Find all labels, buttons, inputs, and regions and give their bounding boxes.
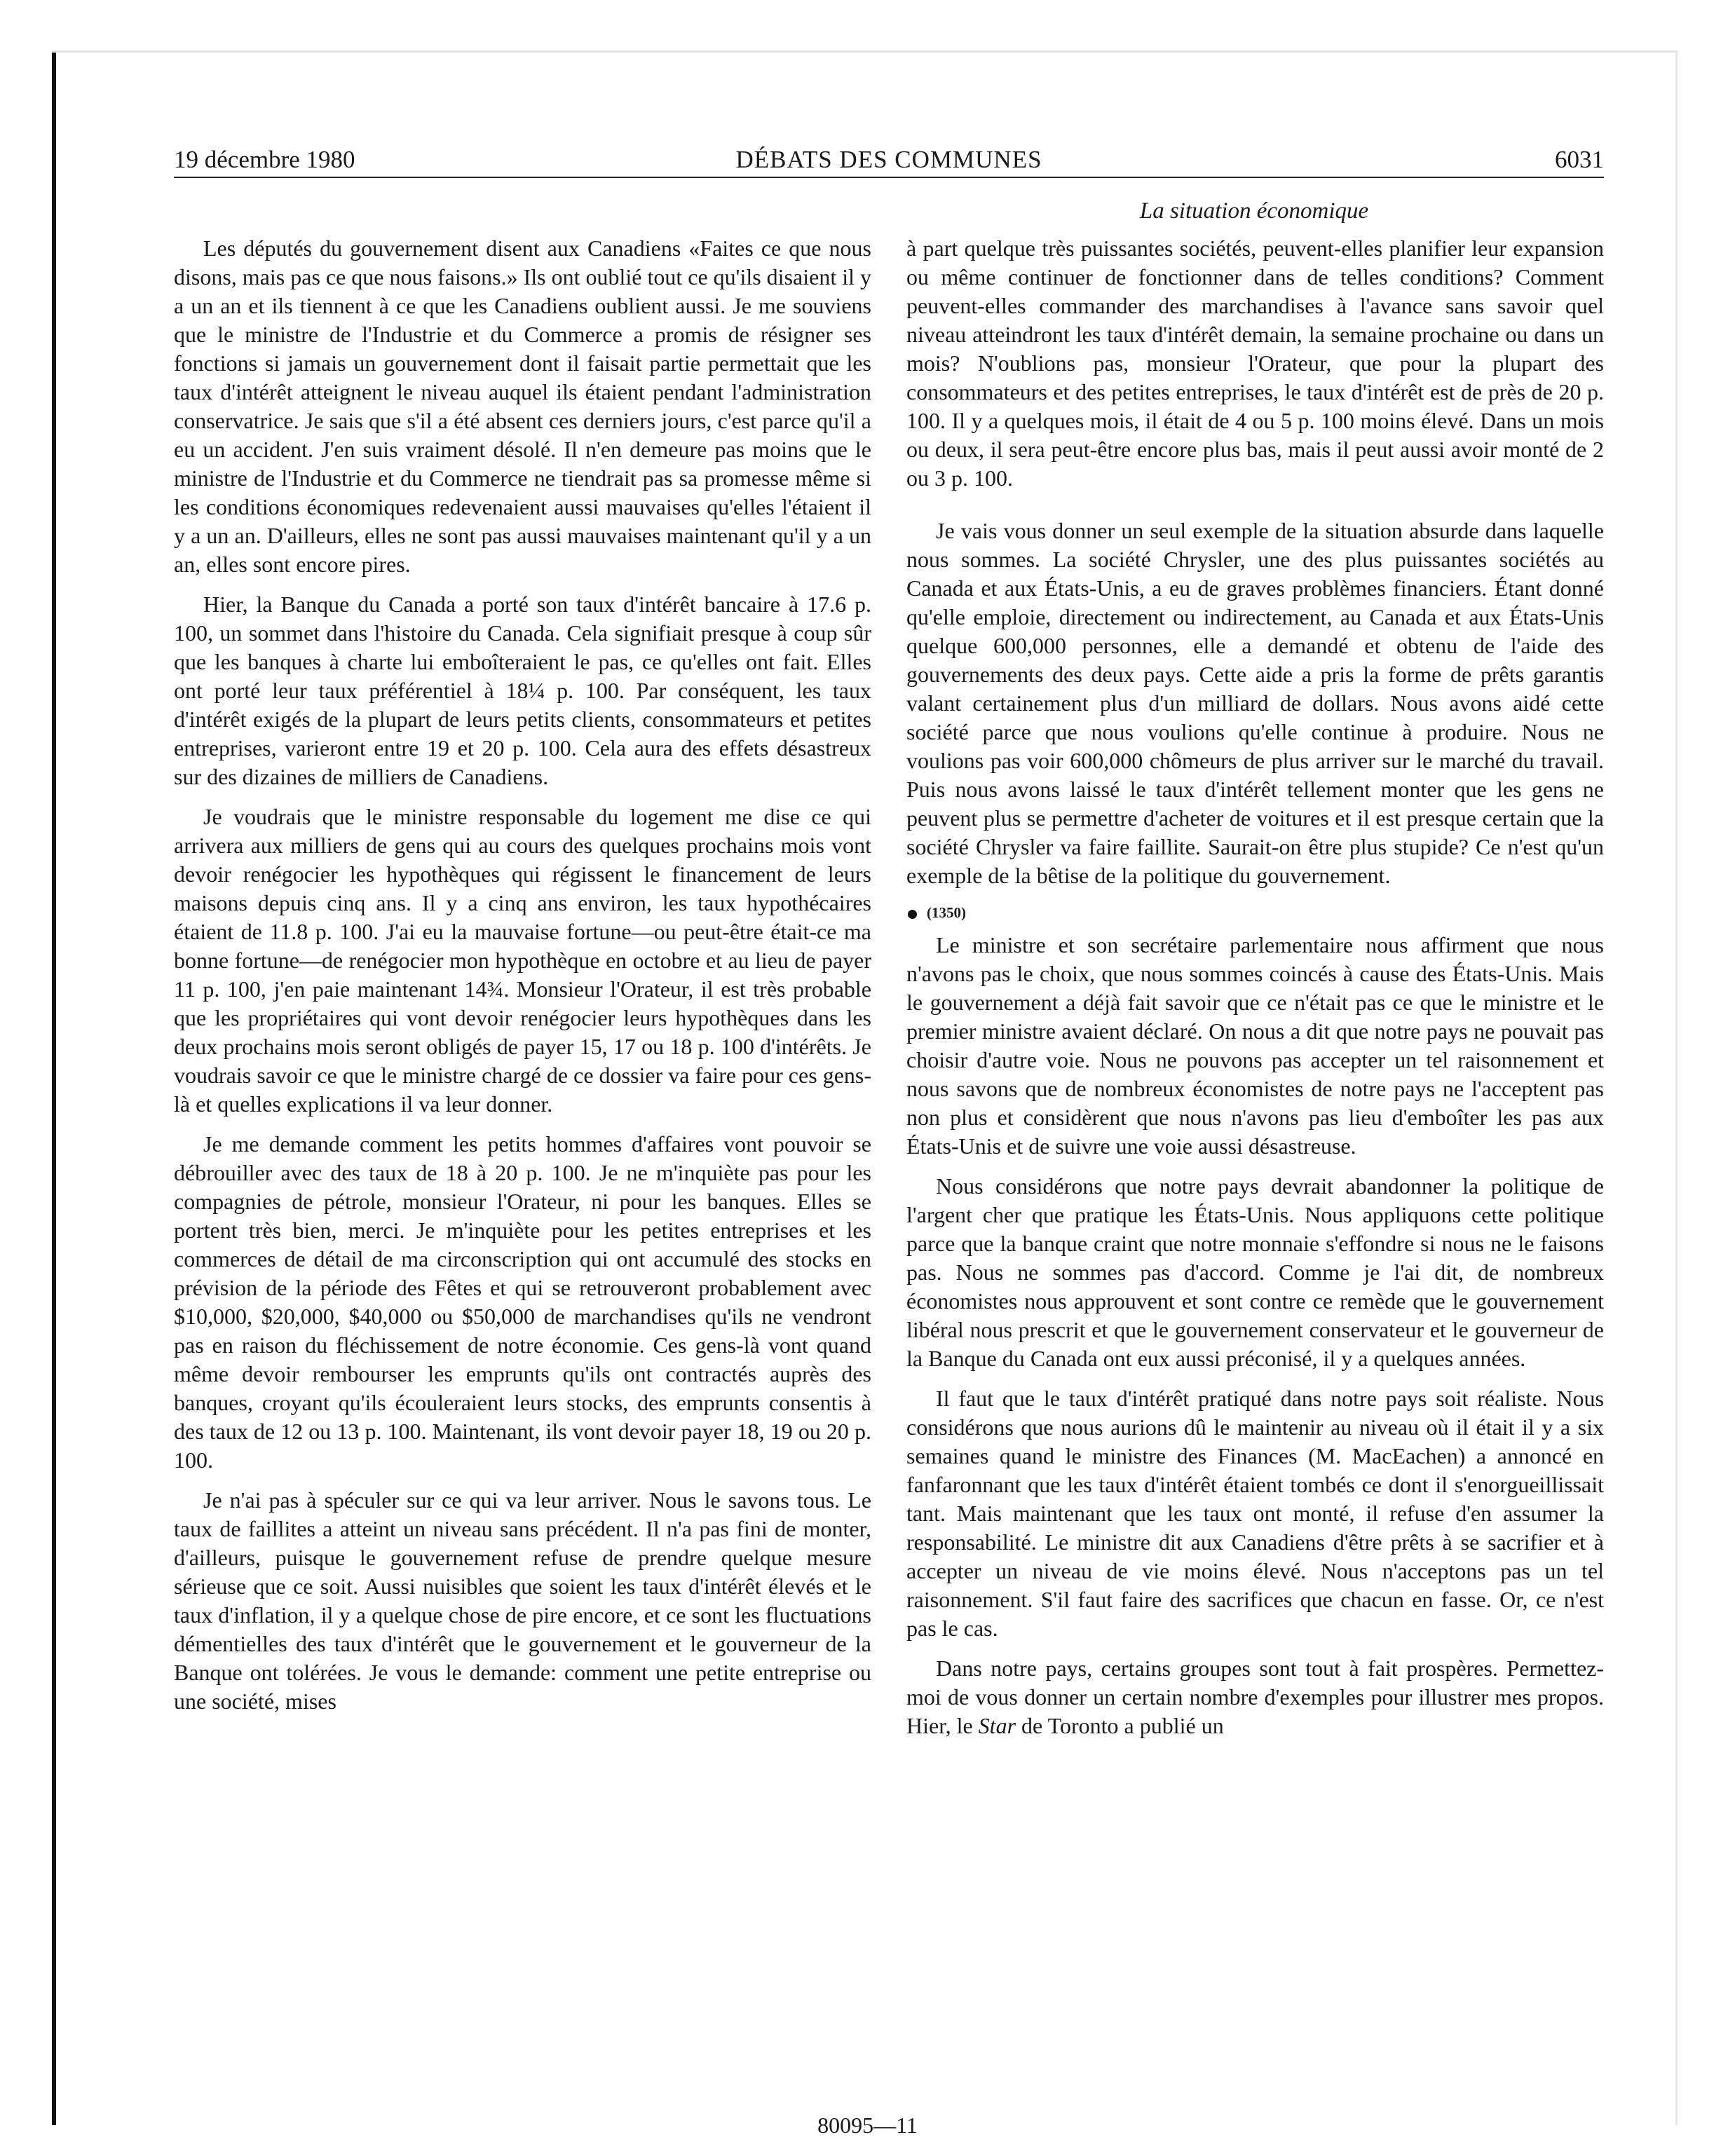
timestamp-text: (1350) <box>927 904 966 921</box>
page-number: 6031 <box>1555 146 1604 173</box>
paragraph <box>906 1654 1604 1740</box>
paragraph: Il faut que le taux d'intérêt pratiqué dans notre pays soit réaliste. Nous considérons que nous aurions dû le maintenir au niveau où il était il y a six semaines quand le ministre des Finances (M. MacEachen) a annoncé en fanfaronnant que les taux d'intérêt étaient tombés ce dont il s'enorgueillissait tant. Mais maintenant que les taux ont monté, il refuse d'en assumer la responsabilité. Le ministre dit aux Canadiens d'être prêts à se sacrifier et à accepter un niveau de vie moins élevé. Nous n'acceptons pas un tel raisonnement. S'il faut faire des sacrifices que chacun en fasse. Or, ce n'est pas le cas. <box>906 1386 1604 1641</box>
scan-edge-top <box>52 50 1678 53</box>
paragraph: Nous considérons que notre pays devrait abandonner la politique de l'argent cher que pratique les États-Unis. Nous appliquons cette politique parce que la banque craint que notre monnaie s'effondre si nous ne le faisons pas. Nous ne sommes pas d'accord. Comme je l'ai dit, de nombreux économistes nous approuvent et sont contre ce remède que le gouvernement libéral nous prescrit et que le gouvernement conservateur et le gouverneur de la Banque du Canada ont eux aussi préconisé, il y a quelques années. <box>906 1173 1604 1371</box>
header-title: DÉBATS DES COMMUNES <box>735 146 1042 173</box>
right-column <box>906 234 1604 1752</box>
running-head: La situation économique <box>1139 198 1369 224</box>
page-header <box>174 144 1604 175</box>
paragraph: Le ministre et son secrétaire parlementaire nous affirment que nous n'avons pas le choix, que nous sommes coincés à cause des États-Unis. Mais le gouvernement a déjà fait savoir que ce n'était pas ce que le ministre et le premier ministre avaient déclaré. On nous a dit que notre pays ne pouvait pas choisir d'autre voie. Nous ne pouvons pas accepter un tel raisonnement et nous savons que de nombreux économistes de notre pays ne l'acceptent pas non plus et considèrent que nous n'avons pas lieu d'emboîter les pas aux États-Unis et de suivre une voie aussi désastreuse. <box>906 932 1604 1159</box>
bullet-icon <box>908 910 917 919</box>
scan-edge-left <box>52 50 56 2125</box>
paragraph: Je vais vous donner un seul exemple de la situation absurde dans laquelle nous sommes. La société Chrysler, une des plus puissantes sociétés au Canada et aux États-Unis, a eu de graves problèmes financiers. Étant donné qu'elle emploie, directement ou indirectement, au Canada et aux États-Unis quelque 600,000 personnes, elle a demandé et obtenu de l'aide des gouvernements des deux pays. Cette aide a pris la forme de prêts garantis valant certainement plus d'un milliard de dollars. Nous avons aidé cette société parce que nous voulions qu'elle continue à produire. Nous ne voulions pas voir 600,000 chômeurs de plus arriver sur le marché du travail. Puis nous avons laissé le taux d'intérêt tellement monter que les gens ne peuvent plus se permettre d'acheter de voitures et il est presque certain que la société Chrysler va faire faillite. Saurait-on être plus stupide? Ce n'est qu'un exemple de la bêtise de la politique du gouvernement. <box>906 518 1604 888</box>
paragraph: Les députés du gouvernement disent aux Canadiens «Faites ce que nous disons, mais pas ce que nous faisons.» Ils ont oublié tout ce qu'ils disaient il y a un an et ils tiennent à ce que les Canadiens oublient aussi. Je me souviens que le ministre de l'Industrie et du Commerce a promis de résigner ses fonctions si jamais un gouvernement dont il faisait partie permettait que les taux d'intérêt atteignent le niveau auquel ils étaient pendant l'administration conservatrice. Je sais que s'il a été absent ces derniers jours, c'est parce qu'il a eu un accident. J'en suis vraiment désolé. Il n'en demeure pas moins que le ministre de l'Industrie et du Commerce ne tiendrait pas sa promesse même si les conditions économiques redevenaient aussi mauvaises qu'elles l'étaient il y a un an. D'ailleurs, elles ne sont pas aussi mauvaises maintenant qu'il y a un an, elles sont encore pires. <box>174 236 871 577</box>
timestamp-marker <box>906 901 1604 924</box>
paragraph: Je n'ai pas à spéculer sur ce qui va leur arriver. Nous le savons tous. Le taux de faillites a atteint un niveau sans précédent. Il n'a pas fini de monter, d'ailleurs, puisque le gouvernement refuse de prendre quelque mesure sérieuse que ce soit. Aussi nuisibles que soient les taux d'intérêt élevés et le taux d'inflation, il y a quelque chose de pire encore, et ce sont les fluctuations démentielles des taux d'intérêt que le gouvernement et le gouverneur de la Banque ont tolérées. Je vous le demande: comment une petite entreprise ou une société, mises <box>174 1487 871 1714</box>
scan-edge-right <box>1675 50 1678 2125</box>
paragraph-text: Dans notre pays, certains groupes sont tout à fait prospères. Permettez-moi de vous donner un certain nombre d'exemples pour illustrer mes propos. Hier, le <box>906 1656 1604 1738</box>
footer-code: 80095—11 <box>817 2113 918 2138</box>
header-date: 19 décembre 1980 <box>174 146 355 173</box>
paragraph: Hier, la Banque du Canada a porté son taux d'intérêt bancaire à 17.6 p. 100, un sommet dans l'histoire du Canada. Cela signifiait presque à coup sûr que les banques à charte lui emboîteraient le pas, ce qu'elles ont fait. Elles ont porté leur taux préférentiel à 18¼ p. 100. Par conséquent, les taux d'intérêt exigés de la plupart de leurs petits clients, consommateurs et petites entreprises, varieront entre 19 et 20 p. 100. Cela aura des effets désastreux sur des dizaines de milliers de Canadiens. <box>174 592 871 789</box>
left-column <box>174 234 871 1727</box>
paragraph-text: de Toronto a publié un <box>1016 1713 1224 1738</box>
newspaper-title: Star <box>978 1713 1016 1738</box>
paragraph-continued: à part quelque très puissantes sociétés, peuvent-elles planifier leur expansion ou même continuer de fonctionner dans de telles conditions? Comment peuvent-elles commander des marchandises à l'avance sans savoir quel niveau atteindront les taux d'intérêt demain, la semaine prochaine ou dans un mois? N'oublions pas, monsieur l'Orateur, que pour la plupart des consommateurs et des petites entreprises, le taux d'intérêt est de près de 20 p. 100. Il y a quelques mois, il était de 4 ou 5 p. 100 moins élevé. Dans un mois ou deux, il sera peut-être encore plus bas, mais il peut aussi avoir monté de 2 ou 3 p. 100. <box>906 236 1604 491</box>
paragraph: Je voudrais que le ministre responsable du logement me dise ce qui arrivera aux milliers de gens qui au cours des quelques prochains mois vont devoir renégocier les hypothèques qui régissent le financement de leurs maisons depuis cinq ans. Il y a cinq ans environ, les taux hypothécaires étaient de 11.8 p. 100. J'ai eu la mauvaise fortune—ou peut-être était-ce ma bonne fortune—de renégocier mon hypothèque en octobre et au lieu de payer 11 p. 100, j'en paie maintenant 14¾. Monsieur l'Orateur, il est très probable que les propriétaires qui vont devoir renégocier leurs hypothèques dans les deux prochains mois seront obligés de payer 15, 17 ou 18 p. 100 d'intérêts. Je voudrais savoir ce que le ministre chargé de ce dossier va faire pour ces gens-là et quelles explications il va leur donner. <box>174 804 871 1117</box>
paragraph: Je me demande comment les petits hommes d'affaires vont pouvoir se débrouiller avec des taux de 18 à 20 p. 100. Je ne m'inquiète pas pour les compagnies de pétrole, monsieur l'Orateur, ni pour les banques. Elles se portent très bien, merci. Je m'inquiète pour les petites entreprises et les commerces de détail de ma circonscription qui ont accumulé des stocks en prévision de la période des Fêtes et qui se retrouveront probablement avec $10,000, $20,000, $40,000 ou $50,000 de marchandises qu'ils ne vendront pas en raison du fléchissement de notre économie. Ces gens-là vont quand même devoir rembourser les emprunts qu'ils ont contractés auprès des banques, croyant qu'ils écouleraient leurs stocks, des emprunts consentis à des taux de 12 ou 13 p. 100. Maintenant, ils vont devoir payer 18, 19 ou 20 p. 100. <box>174 1131 871 1473</box>
header-rule <box>174 177 1604 178</box>
